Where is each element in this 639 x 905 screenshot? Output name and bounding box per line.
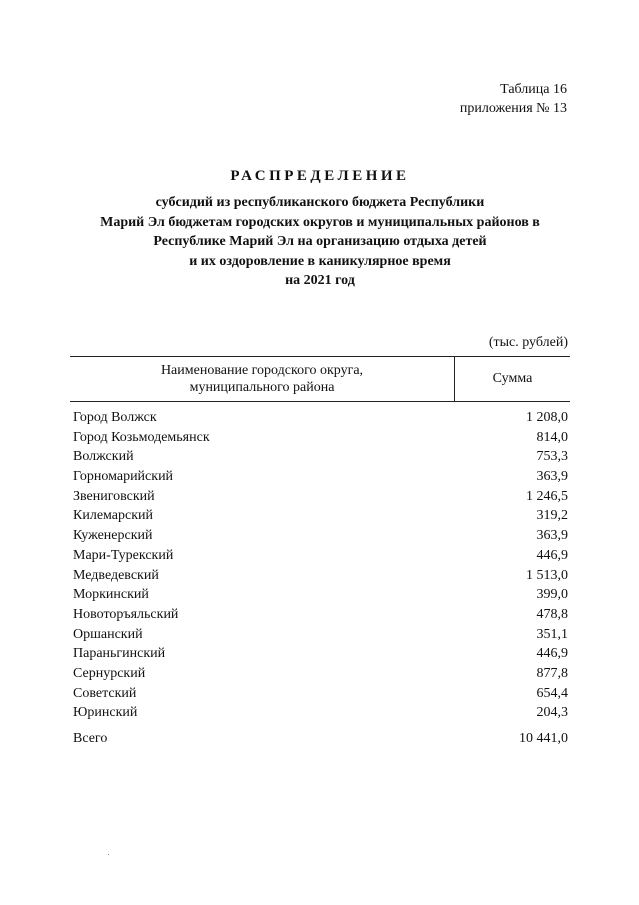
- row-name: Мари-Турекский: [73, 547, 174, 563]
- subtitle-line: Марий Эл бюджетам городских округов и муниципальных районов в: [100, 214, 540, 230]
- row-name: Советский: [73, 685, 137, 701]
- table-row: [70, 644, 570, 664]
- row-value: 478,8: [536, 606, 568, 622]
- subtitle-line: субсидий из республиканского бюджета Республики: [155, 195, 485, 210]
- row-name: Юринский: [73, 705, 138, 721]
- table-row: [70, 408, 570, 428]
- header-name-line: Наименование городского округа,: [160, 363, 364, 378]
- table-row: [70, 428, 570, 448]
- total-value: 10 441,0: [519, 731, 568, 746]
- row-name: Новоторъяльский: [73, 606, 179, 622]
- row-value: 814,0: [536, 429, 568, 445]
- subtitle-line: и их оздоровление в каникулярное время: [189, 253, 451, 269]
- row-name: Медведевский: [73, 567, 159, 583]
- header-sum-column: Сумма: [492, 371, 533, 386]
- row-value: 1 208,0: [526, 410, 568, 425]
- row-name: Звениговский: [73, 488, 155, 504]
- table-row: [70, 447, 570, 467]
- page-title: РАСПРЕДЕЛЕНИЕ: [230, 168, 410, 184]
- scan-speck: [108, 854, 109, 855]
- appendix-annex-number: приложения № 13: [459, 101, 567, 116]
- row-value: 399,0: [536, 587, 568, 603]
- table-row: [70, 585, 570, 605]
- row-value: 363,9: [536, 528, 568, 544]
- row-name: Параньгинский: [73, 646, 166, 662]
- appendix-table-number: Таблица 16: [500, 82, 567, 97]
- document-heading: [60, 166, 580, 291]
- table-row: [70, 664, 570, 684]
- units-label: (тыс. рублей): [488, 335, 568, 350]
- table-row: [70, 546, 570, 566]
- table-row: [70, 487, 570, 507]
- total-row: [70, 729, 570, 749]
- row-name: Волжский: [73, 449, 134, 465]
- subtitle-line: на 2021 год: [285, 273, 355, 288]
- row-name: Горномарийский: [73, 469, 174, 485]
- table-row: [70, 467, 570, 487]
- table-row: [70, 526, 570, 546]
- row-value: 446,9: [536, 547, 568, 563]
- appendix-reference: [460, 80, 567, 118]
- row-value: 1 513,0: [526, 567, 568, 583]
- row-name: Оршанский: [73, 626, 143, 642]
- table-header: [70, 356, 570, 402]
- table-row: [70, 625, 570, 645]
- row-value: 654,4: [536, 685, 568, 701]
- row-value: 351,1: [536, 626, 568, 642]
- total-label: Всего: [73, 731, 108, 746]
- row-name: Моркинский: [73, 587, 149, 603]
- header-name-column: [70, 357, 455, 401]
- table-body: [70, 408, 570, 749]
- row-name: Куженерский: [73, 528, 153, 544]
- subtitle-line: Республике Марий Эл на организацию отдыха детей: [153, 234, 487, 249]
- table-row: [70, 506, 570, 526]
- table-row: [70, 605, 570, 625]
- table-row: [70, 703, 570, 723]
- row-value: 446,9: [536, 646, 568, 662]
- distribution-table: [70, 356, 570, 749]
- header-name-line: муниципального района: [189, 380, 335, 395]
- table-row: [70, 684, 570, 704]
- row-value: 363,9: [536, 469, 568, 485]
- row-name: Килемарский: [73, 508, 154, 524]
- row-name: Город Козьмодемьянск: [73, 429, 210, 445]
- row-name: Сернурский: [73, 665, 146, 681]
- row-value: 204,3: [536, 705, 568, 721]
- row-value: 877,8: [536, 665, 568, 681]
- row-value: 753,3: [536, 449, 568, 465]
- row-value: 1 246,5: [526, 488, 568, 504]
- table-row: [70, 566, 570, 586]
- row-name: Город Волжск: [73, 410, 157, 425]
- row-value: 319,2: [536, 508, 568, 524]
- subtitle: [60, 193, 580, 291]
